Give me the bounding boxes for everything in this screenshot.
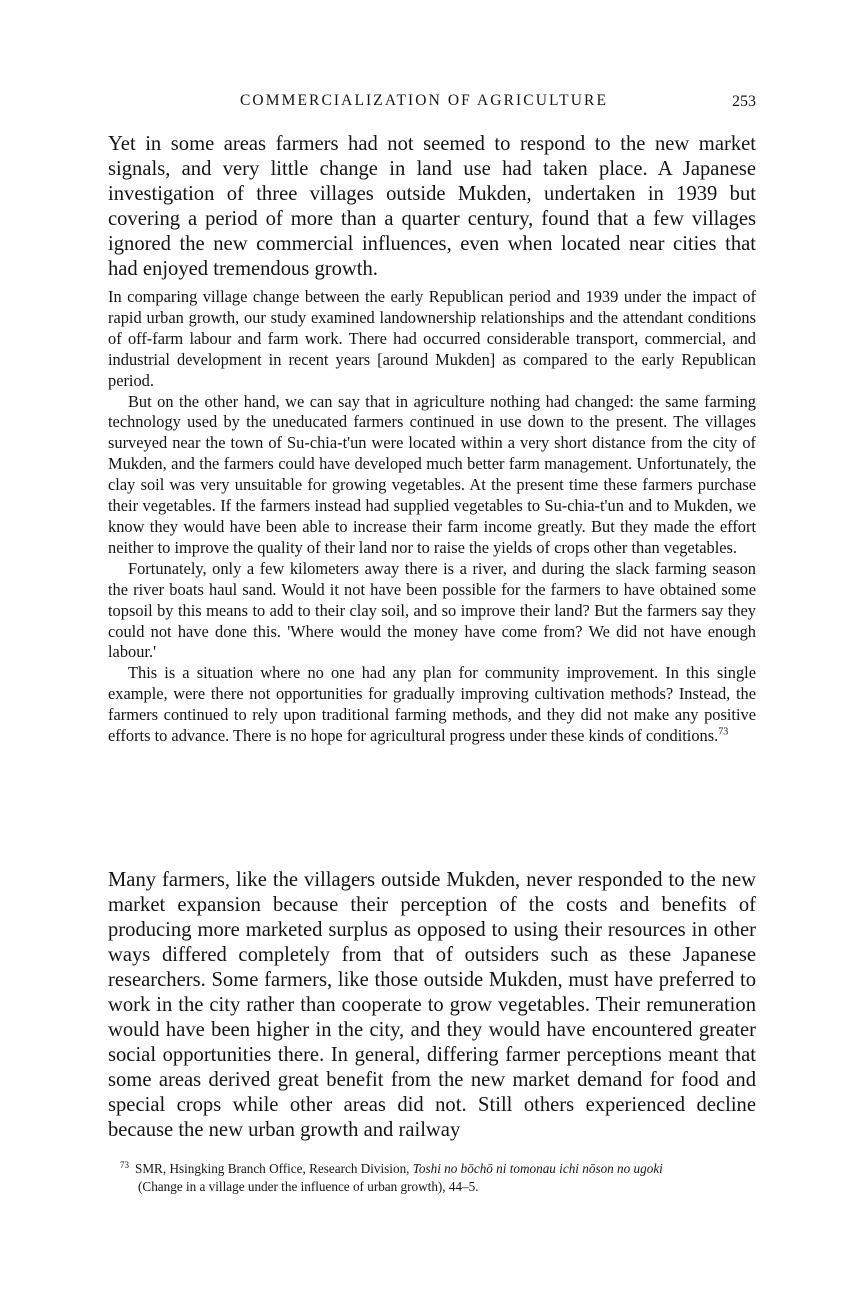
block-quote xyxy=(108,287,756,747)
body-paragraph-intro: Yet in some areas farmers had not seemed to respond to the new market signals, and very little change in land use had taken place. A Japanese investigation of three villages outside Mukden, undertaken in 1939 but covering a period of more than a quarter century, found that a few villages ignored the new commercial influences, even when located near cities that had enjoyed tremendous growth. xyxy=(108,133,756,280)
footnote-reference: 73 xyxy=(718,726,729,738)
quote-paragraph-3: Fortunately, only a few kilometers away there is a river, and during the slack farming season the river boats haul sand. Would it not have been possible for the farmers to have obtained some topsoil by this means to add to their clay soil, and so improve their land? But the farmers say they could not have done this. 'Where would the money have come from? We did not have enough labour.' xyxy=(108,558,756,662)
footnote xyxy=(108,1160,756,1195)
quote-paragraph-4 xyxy=(108,663,756,747)
quote-paragraph-1: In comparing village change between the early Republican period and 1939 under the impact of rapid urban growth, our study examined landownership relationships and the attendant conditions of off-farm labour and farm work. There had occurred considerable transport, commercial, and industrial development in recent years [around Mukden] as compared to the early Republican period. xyxy=(108,287,756,390)
page-number: 253 xyxy=(732,93,756,110)
body-paragraph-conclusion: Many farmers, like the villagers outside Mukden, never responded to the new market expansion because their perception of the costs and benefits of producing more marketed surplus as opposed to using their resources in other ways differed completely from that of outsiders such as these Japanese researchers. Some farmers, like those outside Mukden, must have preferred to work in the city rather than cooperate to grow vegetables. Their remuneration would have been higher in the city, and they would have encountered greater social opportunities there. In general, differing farmer perceptions meant that some areas derived great benefit from the new market demand for food and special crops while other areas did not. Still others experienced decline because the new urban growth and railway xyxy=(108,869,756,1141)
footnote-number: 73 xyxy=(120,1159,129,1170)
quote-paragraph-2: But on the other hand, we can say that in agriculture nothing had changed: the same farming technology used by the uneducated farmers continued in use down to the present. The villages surveyed near the town of Su-chia-t'un were located within a very short distance from the city of Mukden, and the farmers could have developed much better farm management. Unfortunately, the clay soil was very unsuitable for growing vegetables. At the present time these farmers purchase their vegetables. If the farmers instead had supplied vegetables to Su-chia-t'un and to Mukden, we know they would have been able to increase their farm income greatly. But they made the effort neither to improve the quality of their land nor to raise the yields of crops other than vegetables. xyxy=(108,391,756,557)
page-header xyxy=(108,92,756,116)
footnote-title: Toshi no bōchō ni tomonau ichi nōson no ugoki xyxy=(412,1161,663,1176)
footnote-source: SMR, Hsingking Branch Office, Research Division, xyxy=(135,1161,413,1176)
running-head: COMMERCIALIZATION OF AGRICULTURE xyxy=(239,92,609,109)
quote-paragraph-4-text: This is a situation where no one had any plan for community improvement. In this single example, were there not opportunities for gradually improving cultivation methods? Instead, the farmers continued to rely upon traditional farming methods, and they did not make any positive efforts to advance. There is no hope for agricultural progress under these kinds of conditions. xyxy=(108,663,756,746)
footnote-translation: (Change in a village under the influence of urban growth), 44–5. xyxy=(138,1178,479,1194)
